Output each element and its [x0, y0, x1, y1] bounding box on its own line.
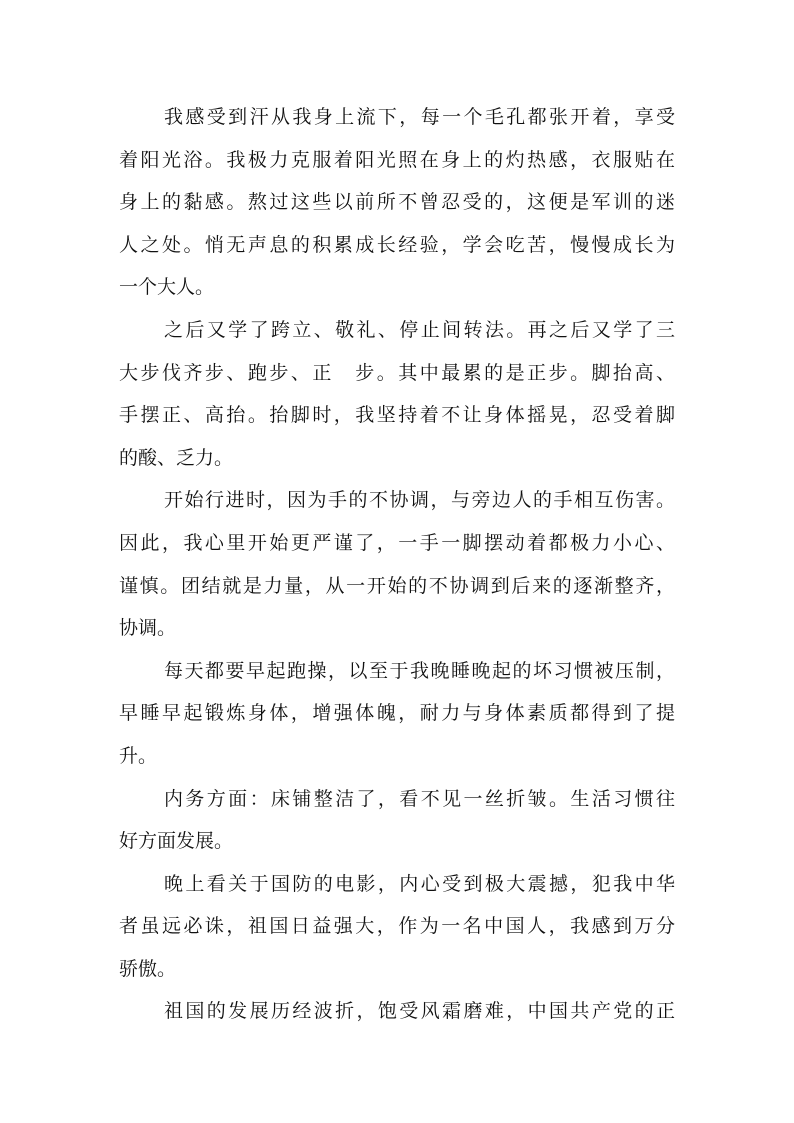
text-line: 大步伐齐步、跑步、正 步。其中最累的是正步。脚抬高、 [119, 361, 675, 384]
text-line: 协调。 [119, 617, 177, 640]
text-line: 每天都要早起跑操，以至于我晚睡晚起的坏习惯被压制， [164, 659, 675, 682]
text-line: 人之处。悄无声息的积累成长经验，学会吃苦，慢慢成长为 [119, 233, 675, 256]
text-line: 祖国的发展历经波折，饱受风霜磨难，中国共产党的正 [164, 1000, 675, 1023]
text-line: 好方面发展。 [119, 830, 234, 853]
text-line: 开始行进时，因为手的不协调，与旁边人的手相互伤害。 [164, 489, 675, 512]
text-line: 谨慎。团结就是力量，从一开始的不协调到后来的逐渐整齐， [119, 574, 675, 597]
text-line: 一个大人。 [119, 276, 215, 299]
text-line: 之后又学了跨立、敬礼、停止间转法。再之后又学了三 [164, 318, 675, 341]
document-body [119, 96, 675, 1033]
text-line: 身上的黏感。熬过这些以前所不曾忍受的，这便是军训的迷 [119, 191, 675, 214]
text-line: 晚上看关于国防的电影，内心受到极大震撼，犯我中华 [164, 872, 675, 895]
text-line: 的酸、乏力。 [119, 446, 234, 469]
text-line: 升。 [119, 744, 158, 767]
text-line: 手摆正、高抬。抬脚时，我坚持着不让身体摇晃，忍受着脚 [119, 404, 675, 427]
text-line: 早睡早起锻炼身体，增强体魄，耐力与身体素质都得到了提 [119, 702, 675, 725]
paragraph [119, 96, 675, 309]
text-line: 我感受到汗从我身上流下，每一个毛孔都张开着，享受 [164, 106, 675, 128]
text-line: 骄傲。 [119, 957, 177, 980]
text-line: 者虽远必诛，祖国日益强大，作为一名中国人，我感到万分 [119, 915, 675, 938]
paragraph [119, 863, 675, 991]
text-line: 着阳光浴。我极力克服着阳光照在身上的灼热感，衣服贴在 [119, 148, 675, 171]
paragraph [119, 778, 675, 863]
paragraph [119, 650, 675, 778]
paragraph [119, 990, 675, 1033]
paragraph [119, 479, 675, 649]
text-line: 内务方面：床铺整洁了，看不见一丝折皱。生活习惯往 [164, 787, 675, 810]
text-line: 因此，我心里开始更严谨了，一手一脚摆动着都极力小心、 [119, 531, 675, 554]
paragraph [119, 309, 675, 479]
